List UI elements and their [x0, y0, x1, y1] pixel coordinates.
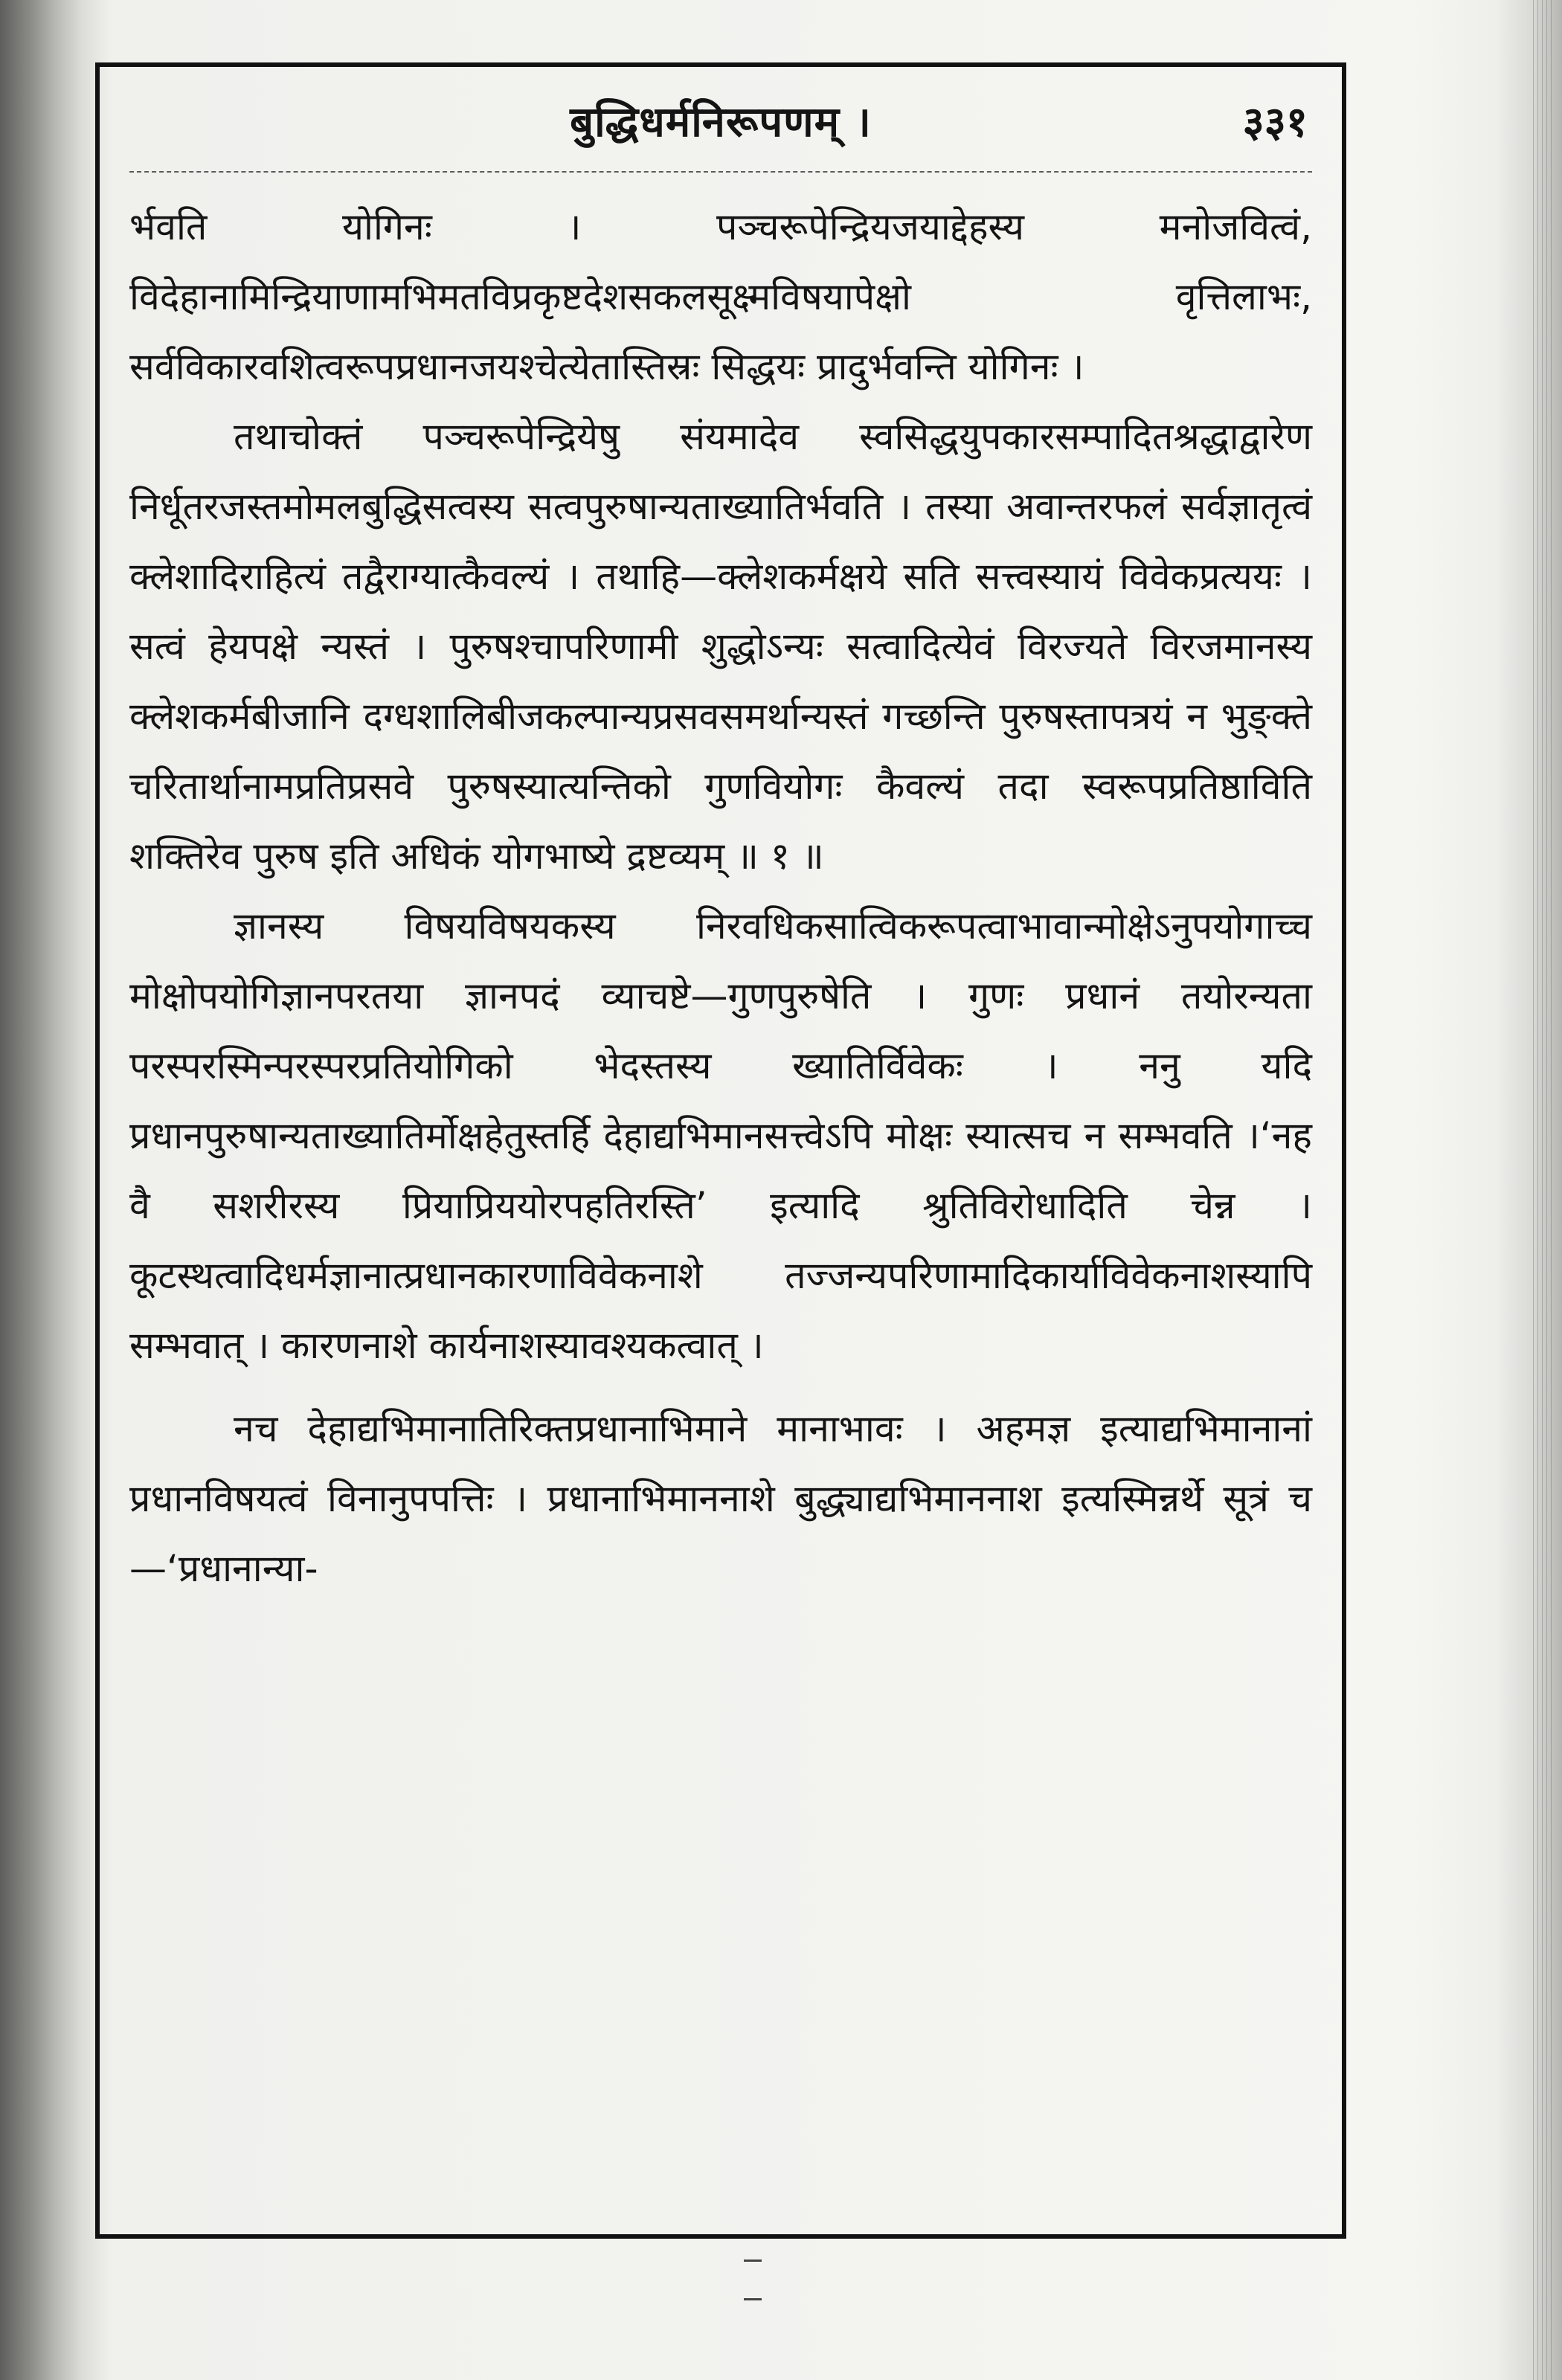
running-title: बुद्धिधर्मनिरूपणम् । [570, 98, 872, 147]
print-mark [744, 2298, 762, 2300]
paragraph: तथाचोक्तं पञ्चरूपेन्द्रियेषु संयमादेव स्वसिद्धयुपकारसम्पादितश्रद्धाद्वारेण निर्धूतरजस्तमोमलबुद्धिसत्वस्य सत्वपुरुषान्यताख्यातिर्भवति । तस्या अवान्तरफलं सर्वज्ञातृत्वं क्लेशादिराहित्यं तद्वैराग्यात्कैवल्यं । तथाहि—क्लेशकर्मक्षये सति सत्त्वस्यायं विवेकप्रत्ययः । सत्वं हेयपक्षे न्यस्तं । पुरुषश्चापरिणामी शुद्धोऽन्यः सत्वादित्येवं विरज्यते विरजमानस्य क्लेशकर्मबीजानि दग्धशालिबीजकल्पान्यप्रसवसमर्थान्यस्तं गच्छन्ति पुरुषस्तापत्रयं न भुङ्क्ते चरितार्थानामप्रतिप्रसवे पुरुषस्यात्यन्तिको गुणवियोगः कैवल्यं तदा स्वरूपप्रतिष्ठाविति शक्तिरेव पुरुष इति अधिकं योगभाष्ये द्रष्टव्यम् ॥ १ ॥ [129, 415, 1312, 878]
print-mark [744, 2260, 762, 2262]
page-frame [95, 62, 1346, 2239]
page-header [100, 76, 1342, 165]
header-rule [129, 171, 1312, 173]
paragraph: ज्ञानस्य विषयविषयकस्य निरवधिकसात्विकरूपत्वाभावान्मोक्षेऽनुपयोगाच्च मोक्षोपयोगिज्ञानपरतया ज्ञानपदं व्याचष्टे—गुणपुरुषेति । गुणः प्रधानं तयोरन्यता परस्परस्मिन्परस्परप्रतियोगिको भेदस्तस्य ख्यातिर्विवेकः । ननु यदि प्रधानपुरुषान्यताख्यातिर्मोक्षहेतुस्तर्हि देहाद्यभिमानसत्त्वेऽपि मोक्षः स्यात्सच न सम्भवति ।‘नह वै सशरीरस्य प्रियाप्रिययोरपहतिरस्ति’ इत्यादि श्रुतिविरोधादिति चेन्न । कूटस्थत्वादिधर्मज्ञानात्प्रधानकारणाविवेकनाशे तज्जन्यपरिणामादिकार्याविवेकनाशस्यापि सम्भवात् । कारणनाशे कार्यनाशस्यावश्यकत्वात् । [129, 904, 1312, 1367]
body-text [129, 192, 1312, 1604]
paragraph: र्भवति योगिनः । पञ्चरूपेन्द्रियजयाद्देहस्य मनोजवित्वं, विदेहानामिन्द्रियाणामभिमतविप्रकृष्टदेशसकलसूक्ष्मविषयापेक्षो वृत्तिलाभः, सर्वविकारवशित्वरूपप्रधानजयश्चेत्येतास्तिस्रः सिद्धयः प्रादुर्भवन्ति योगिनः । [129, 205, 1312, 388]
book-edge [1529, 0, 1552, 2380]
paragraph: नच देहाद्यभिमानातिरिक्तप्रधानाभिमाने मानाभावः । अहमज्ञ इत्याद्यभिमानानां प्रधानविषयत्वं विनानुपपत्तिः । प्रधानाभिमाननाशे बुद्ध्याद्यभिमाननाश इत्यस्मिन्नर्थे सूत्रं च—‘प्रधानान्या- [129, 1407, 1312, 1590]
page-number: ३३१ [1242, 98, 1308, 147]
